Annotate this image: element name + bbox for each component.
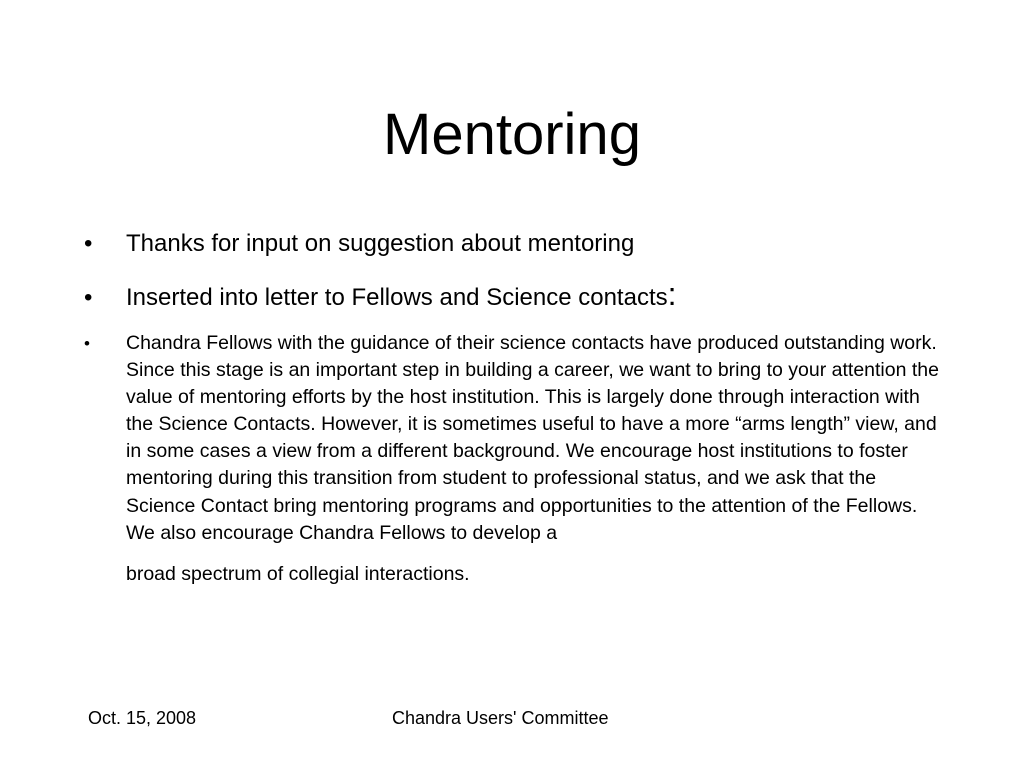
bullet-item [84, 276, 944, 316]
bullet-text: Thanks for input on suggestion about mentoring [126, 230, 635, 257]
bullet-continuation: broad spectrum of collegial interactions. [126, 562, 470, 585]
bullet-colon: : [667, 276, 677, 312]
bullet-text: Chandra Fellows with the guidance of their science contacts have produced outstanding work. Since this stage is an important step in building a career, we want to bring to your attention the value of mentoring efforts by the host institution. This is largely done through interaction with the Science Contacts. However, it is sometimes useful to have a more “arms length” view, and in some cases a view from a different background. We encourage host institutions to foster mentoring during this transition from student to professional status, and we ask that the Science Contact bring mentoring programs and opportunities to the attention of the Fellows. We also encourage Chandra Fellows to develop a [126, 332, 939, 544]
bullet-marker: • [84, 230, 93, 257]
bullet-marker: • [84, 334, 90, 353]
footer-date: Oct. 15, 2008 [88, 708, 197, 728]
footer-committee: Chandra Users' Committee [392, 708, 609, 728]
bullet-text: Inserted into letter to Fellows and Science contacts [126, 284, 668, 311]
slide-title: Mentoring [383, 102, 641, 167]
bullet-marker: • [84, 284, 93, 311]
bullet-item [84, 330, 944, 588]
bullet-item [84, 226, 944, 262]
bullet-list [84, 226, 944, 588]
